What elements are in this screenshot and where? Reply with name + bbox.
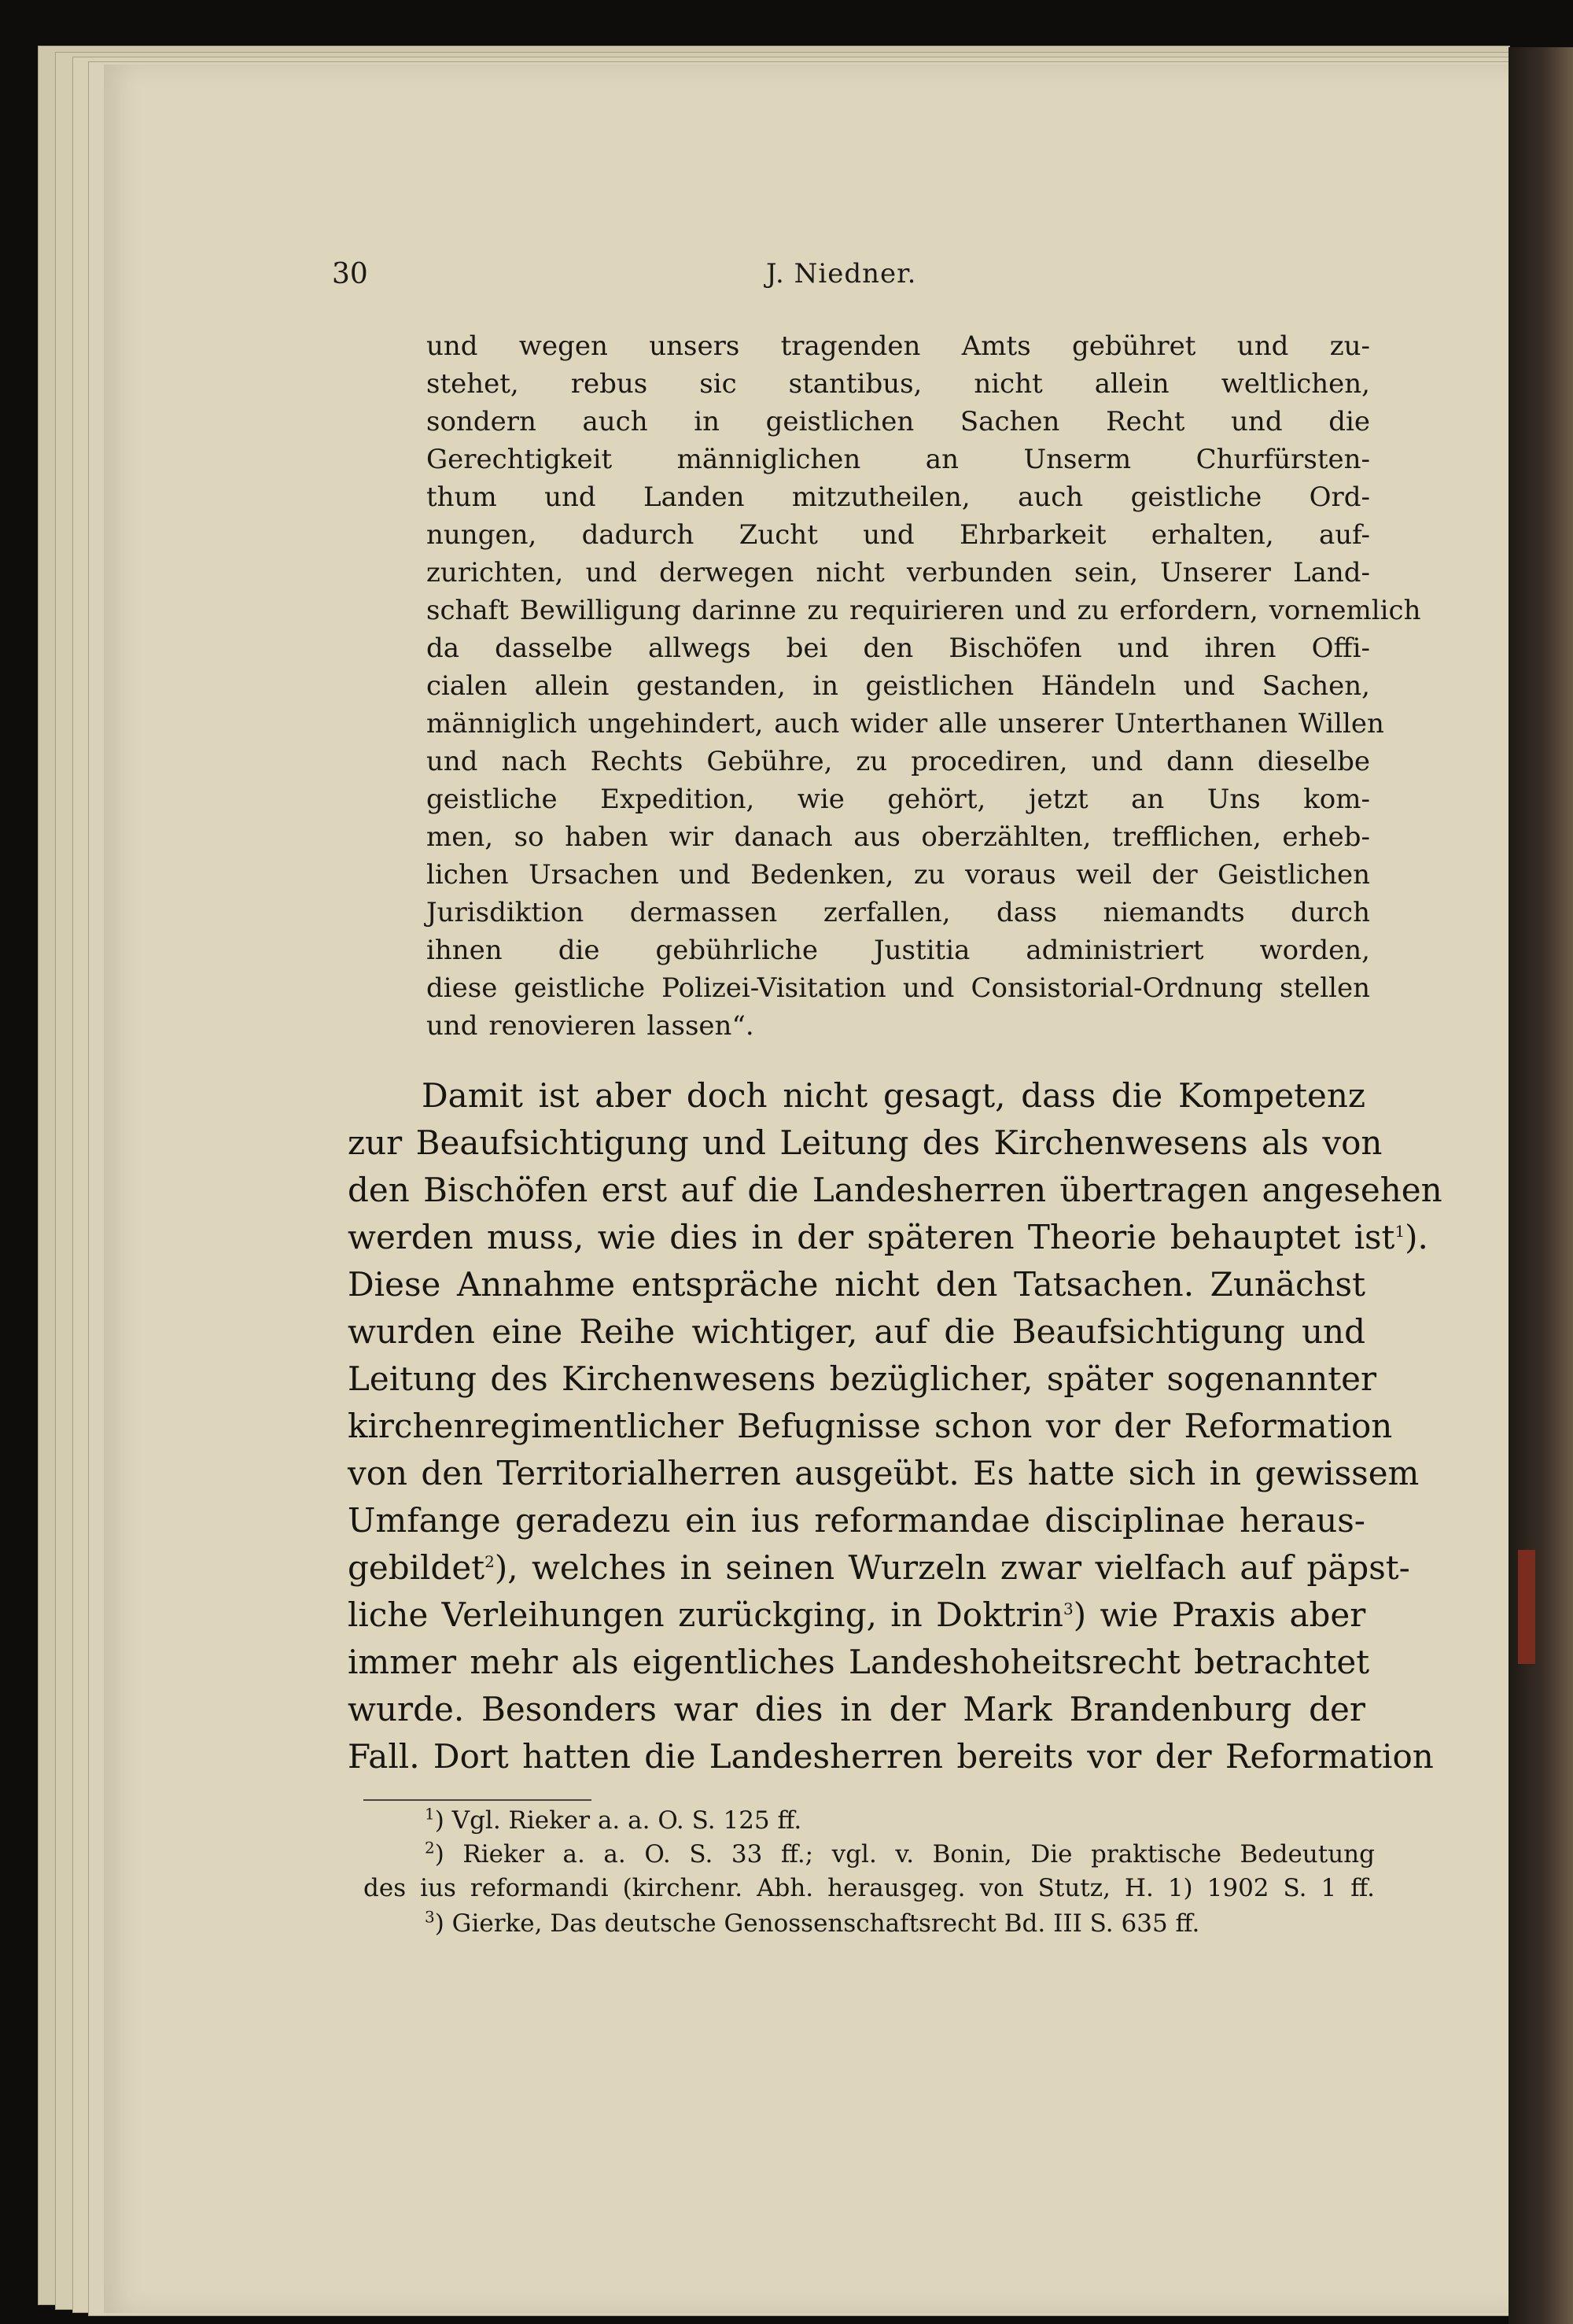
quote-line: sondern auch in geistlichen Sachen Recht und die [426,406,1370,437]
quote-line: männiglich ungehindert, auch wider alle unserer Unterthanen Willen [426,708,1384,740]
bookmark-ribbon [1518,1550,1535,1664]
page-header [332,258,1354,297]
body-line: immer mehr als eigentliches Landeshoheitsrecht betrachtet [348,1643,1370,1681]
body-line-text: ) wie Praxis aber [1073,1595,1366,1634]
body-line: von den Territorialherren ausgeübt. Es hatte sich in gewissem [348,1454,1420,1492]
quote-line: cialen allein gestanden, in geistlichen Händeln und Sachen, [426,670,1370,702]
body-line-text: gebildet [348,1548,485,1587]
quote-line: ihnen die gebührliche Justitia administriert worden, [426,935,1370,966]
quote-line: und nach Rechts Gebühre, zu procediren, und dann dieselbe [426,746,1370,777]
footnote-marker: 3 [425,1907,435,1927]
body-line [348,1595,1365,1635]
quote-line: diese geistliche Polizei-Visitation und Consistorial-Ordnung stellen [426,972,1370,1004]
footnote-reference: 1 [1394,1222,1405,1241]
footnote-text: des ius reformandi (kirchenr. Abh. herausgeg. von Stutz, H. 1) 1902 S. 1 ff. [363,1874,1375,1902]
quote-line: schaft Bewilligung darinne zu requirieren und zu erfordern, vornemlich [426,595,1421,626]
page-number: 30 [332,258,368,290]
footnote-text: ) Rieker a. a. O. S. 33 ff.; vgl. v. Bonin, Die praktische Bedeutung [434,1840,1375,1868]
body-line: kirchenregimentlicher Befugnisse schon vor der Reformation [348,1407,1393,1445]
footnote-line [363,1873,1375,1903]
quote-line: men, so haben wir danach aus oberzählten, trefflichen, erheb- [426,821,1370,853]
quote-line: zurichten, und derwegen nicht verbunden sein, Unserer Land- [426,557,1370,588]
quote-line: geistliche Expedition, wie gehört, jetzt an Uns kom- [426,784,1370,815]
footnote-marker: 1 [425,1804,435,1824]
body-line-text: werden muss, wie dies in der späteren Theorie behauptet ist [348,1218,1395,1256]
body-line-text: liche Verleihungen zurückging, in Doktrin [348,1595,1063,1634]
book-gutter [1509,47,1573,2324]
footnote-line [425,1806,1375,1835]
quote-line: nungen, dadurch Zucht und Ehrbarkeit erhalten, auf- [426,519,1370,551]
body-line: Damit ist aber doch nicht gesagt, dass die Kompetenz [422,1076,1365,1115]
quote-line: und wegen unsers tragenden Amts gebühret und zu- [426,330,1370,362]
body-line: Leitung des Kirchenwesens bezüglicher, später sogenannter [348,1359,1377,1398]
body-line: den Bischöfen erst auf die Landesherren übertragen angesehen [348,1171,1442,1209]
body-line-text: ). [1405,1218,1428,1256]
body-line: Fall. Dort hatten die Landesherren bereits vor der Reformation [348,1737,1434,1776]
body-line-text: ), welches in seinen Wurzeln zwar vielfach auf päpst- [494,1548,1410,1587]
footnote-text: ) Vgl. Rieker a. a. O. S. 125 ff. [434,1806,802,1835]
body-line [348,1548,1410,1588]
quote-line: stehet, rebus sic stantibus, nicht allein weltlichen, [426,368,1370,400]
quote-line: Gerechtigkeit männiglichen an Unserm Churfürsten- [426,444,1370,475]
body-line: Diese Annahme entspräche nicht den Tatsachen. Zunächst [348,1265,1365,1304]
quote-line: da dasselbe allwegs bei den Bischöfen und ihren Offi- [426,633,1370,664]
body-line [348,1218,1428,1257]
footnote-divider [363,1799,591,1801]
footnote-text: ) Gierke, Das deutsche Genossenschaftsrecht Bd. III S. 635 ff. [434,1909,1200,1938]
body-line: wurde. Besonders war dies in der Mark Brandenburg der [348,1690,1365,1728]
quote-line: und renovieren lassen“. [426,1010,754,1042]
body-line: wurden eine Reihe wichtiger, auf die Beaufsichtigung und [348,1312,1365,1351]
quote-line: thum und Landen mitzutheilen, auch geistliche Ord- [426,481,1370,513]
footnote-line [425,1839,1375,1869]
body-line: Umfange geradezu ein ius reformandae disciplinae heraus- [348,1501,1365,1540]
footnote-reference: 3 [1063,1599,1074,1618]
quote-line: lichen Ursachen und Bedenken, zu voraus weil der Geistlichen [426,859,1370,891]
body-line: zur Beaufsichtigung und Leitung des Kirchenwesens als von [348,1123,1383,1162]
quote-line: Jurisdiktion dermassen zerfallen, dass niemandts durch [426,897,1370,928]
running-head: J. Niedner. [766,258,917,290]
footnote-line [425,1909,1375,1939]
footnote-reference: 2 [484,1552,495,1571]
footnote-marker: 2 [425,1838,435,1857]
